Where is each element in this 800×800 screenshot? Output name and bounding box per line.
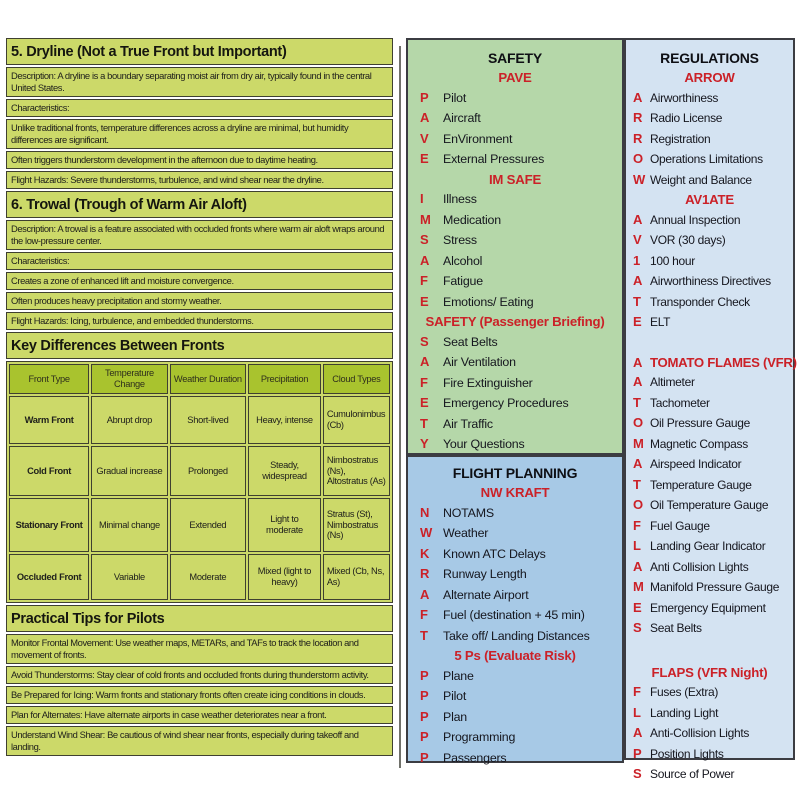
mnemonic-letter: W: [420, 525, 433, 540]
mnemonic-section: [626, 190, 793, 333]
mnemonic-item: [408, 523, 622, 544]
mnemonic-item: [626, 723, 793, 744]
mnemonic-item-label: Altimeter: [650, 375, 695, 389]
mnemonic-item: [408, 230, 622, 251]
mnemonic-item: [626, 703, 793, 724]
mnemonic-item-label: Landing Light: [650, 705, 719, 720]
mnemonic-letter: O: [633, 151, 644, 166]
mnemonic-item-label: Seat Belts: [443, 334, 498, 349]
regulations-panel: [624, 38, 797, 781]
section-header: Practical Tips for Pilots: [6, 605, 393, 632]
mnemonic-letter: S: [420, 333, 429, 349]
mnemonic-letter: F: [420, 273, 428, 288]
mnemonic-letter: P: [633, 745, 642, 761]
section-header: 5. Dryline (Not a True Front but Important): [6, 38, 393, 65]
mnemonic-section: [408, 483, 622, 646]
safety-panel: [406, 38, 624, 455]
mnemonic-section: [626, 663, 793, 785]
mnemonic-item-label: Landing Gear Indicator: [650, 539, 766, 553]
mnemonic-item: [408, 585, 622, 606]
column-header: Precipitation: [248, 364, 321, 394]
mnemonic-item-label: Radio License: [650, 111, 723, 125]
mnemonic-letter: A: [420, 252, 430, 268]
mnemonic-letter: T: [633, 293, 641, 309]
table-cell: Nimbostratus (Ns), Altostratus (As): [323, 446, 390, 496]
mnemonic-item-label: Weight and Balance: [650, 172, 752, 187]
mnemonic-item-label: Plan: [443, 709, 467, 724]
mnemonic-item-label: Programming: [443, 730, 516, 744]
mnemonic-item: [408, 149, 622, 170]
info-row: Plan for Alternates: Have alternate airports in case weather deteriorates near a front.: [6, 706, 393, 724]
mnemonic-item-label: 100 hour: [650, 253, 695, 268]
table-cell: Cold Front: [9, 446, 89, 496]
mnemonic-item-label: Passengers: [443, 750, 507, 765]
mnemonic-letter: F: [633, 517, 641, 533]
table-cell: Gradual increase: [91, 446, 167, 496]
column-header: Front Type: [9, 364, 89, 394]
mnemonic-item: [626, 230, 793, 251]
table-cell: Cumulonimbus (Cb): [323, 396, 390, 444]
mnemonic-letter: A: [633, 558, 643, 574]
table-row: [9, 498, 390, 552]
mnemonic-section: [626, 68, 793, 190]
fronts-comparison-table: [6, 361, 393, 603]
table-cell: Prolonged: [170, 446, 246, 496]
mnemonic-item-label: Position Lights: [650, 746, 724, 761]
mnemonic-item: [408, 503, 622, 524]
mnemonic-item: [408, 189, 622, 210]
mnemonic-item: [408, 393, 622, 414]
mnemonic-letter: V: [633, 232, 642, 247]
weather-fronts-panel: [6, 38, 393, 758]
mnemonic-letter: T: [420, 627, 428, 643]
mnemonic-item-label: Temperature Gauge: [650, 477, 752, 492]
section-header: Key Differences Between Fronts: [6, 332, 393, 359]
column-divider: [399, 46, 401, 768]
table-row: [9, 554, 390, 600]
table-cell: Stratus (St), Nimbostratus (Ns): [323, 498, 390, 552]
mnemonic-letter: R: [633, 130, 643, 146]
mnemonic-letter: L: [633, 538, 641, 553]
mnemonic-item-label: Source of Power: [650, 767, 735, 781]
info-row: Flight Hazards: Severe thunderstorms, turbulence, and wind shear near the dryline.: [6, 171, 393, 189]
table-cell: Occluded Front: [9, 554, 89, 600]
mnemonic-item-label: Seat Belts: [650, 621, 702, 635]
mnemonic-item-label: Annual Inspection: [650, 212, 741, 227]
mnemonic-item-label: Alternate Airport: [443, 587, 529, 602]
info-row: Often produces heavy precipitation and stormy weather.: [6, 292, 393, 310]
mnemonic-heading: ARROW: [684, 70, 735, 85]
mnemonic-item-label: Air Traffic: [443, 416, 493, 431]
mnemonic-item-label: Illness: [443, 192, 477, 206]
mnemonic-item-label: Weather: [443, 526, 489, 540]
mnemonic-letter: M: [633, 579, 644, 594]
mnemonic-section: [408, 170, 622, 313]
mnemonic-item: [408, 686, 622, 707]
mnemonic-item-label: Manifold Pressure Gauge: [650, 580, 780, 594]
mnemonic-item: [626, 108, 793, 129]
mnemonic-item: [408, 666, 622, 687]
mnemonic-letter: T: [633, 476, 641, 492]
mnemonic-item: [626, 88, 793, 109]
mnemonic-item-label: Tachometer: [650, 395, 710, 410]
mnemonic-section: [626, 353, 797, 639]
mnemonic-letter: A: [633, 211, 643, 227]
mnemonic-item-label: Fire Extinguisher: [443, 375, 533, 390]
mnemonic-item: [408, 332, 622, 353]
mnemonic-item-label: Emergency Procedures: [443, 396, 569, 410]
info-row: Creates a zone of enhanced lift and moisture convergence.: [6, 272, 393, 290]
mnemonic-letter: A: [633, 374, 643, 389]
mnemonic-item: [626, 292, 793, 313]
mnemonic-letter: P: [420, 667, 429, 683]
mnemonic-letter: M: [420, 211, 431, 227]
mnemonic-item-label: Airworthiness: [650, 90, 719, 105]
mnemonic-item: [408, 605, 622, 626]
panel-title: SAFETY: [487, 50, 543, 66]
table-cell: Stationary Front: [9, 498, 89, 552]
column-header: Cloud Types: [323, 364, 390, 394]
mnemonic-letter: O: [633, 497, 644, 512]
mnemonic-item-label: Medication: [443, 212, 501, 227]
mnemonic-letter: A: [633, 273, 643, 288]
mnemonic-item: [408, 414, 622, 435]
table-cell: Short-lived: [170, 396, 246, 444]
mnemonic-item: [626, 495, 793, 516]
mnemonic-letter: Y: [420, 436, 429, 451]
table-header-row: [9, 364, 390, 394]
mnemonic-section: [408, 68, 622, 170]
mnemonic-item-label: Runway Length: [443, 567, 527, 581]
mnemonic-section: [408, 646, 622, 768]
mnemonic-section: [408, 312, 622, 455]
mnemonic-item-label: Take off/ Landing Distances: [443, 628, 590, 643]
mnemonic-item: [626, 129, 793, 150]
mnemonic-item: [408, 271, 622, 292]
mnemonic-item-label: Airspeed Indicator: [650, 457, 742, 471]
section-header: 6. Trowal (Trough of Warm Air Aloft): [6, 191, 393, 218]
info-row: Unlike traditional fronts, temperature differences across a dryline are minimal, but humidity differences are significant.: [6, 119, 393, 149]
mnemonic-item: [626, 210, 793, 231]
mnemonic-item: [408, 626, 622, 647]
mnemonic-letter: A: [633, 456, 643, 471]
mnemonic-item-label: Known ATC Delays: [443, 546, 546, 561]
mnemonic-item-label: Alcohol: [443, 253, 483, 268]
mnemonic-heading: FLAPS (VFR Night): [651, 664, 768, 680]
table-row: [9, 396, 390, 444]
mnemonic-item-label: External Pressures: [443, 152, 545, 166]
mnemonic-item: [408, 434, 622, 455]
mnemonic-letter: E: [633, 314, 642, 329]
mnemonic-letter: P: [420, 688, 429, 703]
mnemonic-letter: A: [420, 110, 430, 125]
column-header: Temperature Change: [91, 364, 167, 394]
table-cell: Extended: [170, 498, 246, 552]
mnemonic-item: [626, 393, 793, 414]
mnemonic-item-label: Fuel Gauge: [650, 518, 710, 533]
mnemonic-item-label: Transponder Check: [650, 294, 750, 309]
mnemonic-letter: 1: [633, 252, 641, 268]
mnemonic-item-label: Oil Pressure Gauge: [650, 416, 750, 430]
mnemonic-item-label: Aircraft: [443, 111, 481, 125]
mnemonic-item: [408, 727, 622, 748]
mnemonic-letter: N: [420, 504, 430, 520]
mnemonic-letter: E: [633, 599, 642, 615]
mnemonic-item: [626, 516, 793, 537]
mnemonic-letter: E: [420, 395, 429, 410]
mnemonic-item-label: Plane: [443, 668, 474, 683]
table-cell: Mixed (light to heavy): [248, 554, 321, 600]
table-cell: Steady, widespread: [248, 446, 321, 496]
mnemonic-heading: 5 Ps (Evaluate Risk): [454, 648, 576, 663]
mnemonic-letter: P: [420, 729, 429, 744]
mnemonic-item: [626, 577, 793, 598]
mnemonic-item-label: Anti-Collision Lights: [650, 726, 750, 740]
table-cell: Warm Front: [9, 396, 89, 444]
table-row: [9, 446, 390, 496]
mnemonic-item: [408, 88, 622, 109]
table-cell: Mixed (Cb, Ns, As): [323, 554, 390, 600]
mnemonic-item: [626, 149, 793, 170]
mnemonic-item: [408, 352, 622, 373]
mnemonic-item-label: Fuses (Extra): [650, 685, 719, 699]
mnemonic-item: [626, 170, 793, 191]
mnemonic-item-label: Airworthiness Directives: [650, 274, 771, 288]
mnemonic-letter: A: [420, 354, 430, 369]
mnemonic-item: [626, 251, 793, 272]
mnemonic-heading: SAFETY (Passenger Briefing): [425, 314, 605, 329]
info-row: Avoid Thunderstorms: Stay clear of cold fronts and occluded fronts during thunderstorm activity.: [6, 666, 393, 684]
mnemonic-item-label: Pilot: [443, 689, 467, 703]
panel-title: FLIGHT PLANNING: [452, 465, 578, 481]
mnemonic-item: [626, 372, 793, 393]
mnemonic-item: [626, 434, 793, 455]
mnemonic-item: [626, 454, 793, 475]
mnemonic-item: [626, 682, 793, 703]
mnemonic-letter: F: [633, 684, 641, 699]
mnemonic-item-label: Magnetic Compass: [650, 436, 748, 451]
mnemonic-item: [408, 108, 622, 129]
mnemonic-letter: E: [420, 151, 429, 166]
panel-title: REGULATIONS: [660, 50, 759, 66]
mnemonic-letter: T: [633, 394, 641, 410]
mnemonic-item: [408, 544, 622, 565]
mnemonic-item: [626, 536, 793, 557]
mnemonic-letter: S: [633, 620, 642, 635]
info-row: Monitor Frontal Movement: Use weather maps, METARs, and TAFs to track the location and movement of fronts.: [6, 634, 393, 664]
mnemonic-letter: E: [420, 293, 429, 309]
mnemonic-letter: V: [420, 130, 429, 146]
info-row: Characteristics:: [6, 252, 393, 270]
mnemonic-heading: NW KRAFT: [480, 485, 550, 500]
info-row: Description: A dryline is a boundary separating moist air from dry air, typically found in the central United States.: [6, 67, 393, 97]
mnemonic-letter: A: [633, 89, 643, 105]
info-row: Often triggers thunderstorm development in the afternoon due to daytime heating.: [6, 151, 393, 169]
mnemonic-item: [626, 413, 793, 434]
mnemonic-letter: K: [420, 545, 430, 561]
mnemonic-letter: T: [420, 415, 428, 431]
mnemonic-heading-label: TOMATO FLAMES (VFR): [650, 354, 797, 370]
table-cell: Moderate: [170, 554, 246, 600]
mnemonic-letter: A: [633, 725, 643, 740]
mnemonic-item-label: Anti Collision Lights: [650, 559, 749, 574]
mnemonic-item-label: ELT: [650, 315, 671, 329]
mnemonic-item-label: Operations Limitations: [650, 152, 763, 166]
mnemonic-item-label: Fatigue: [443, 274, 483, 288]
mnemonic-letter: A: [420, 586, 430, 602]
table-cell: Variable: [91, 554, 167, 600]
mnemonic-item: [626, 598, 793, 619]
mnemonic-letter: W: [633, 171, 646, 187]
mnemonic-letter: R: [420, 566, 430, 581]
mnemonic-item: [626, 475, 793, 496]
mnemonic-heading-letter: A: [633, 354, 643, 370]
mnemonic-letter: F: [420, 374, 428, 390]
table-cell: Heavy, intense: [248, 396, 321, 444]
mnemonic-item: [626, 557, 793, 578]
mnemonic-letter: L: [633, 704, 641, 720]
mnemonic-item: [626, 618, 793, 639]
mnemonic-item: [408, 748, 622, 769]
info-row: Characteristics:: [6, 99, 393, 117]
mnemonic-heading: [626, 353, 797, 373]
mnemonic-item-label: Fuel (destination + 45 min): [443, 608, 585, 622]
mnemonic-letter: M: [633, 435, 644, 451]
mnemonic-item: [408, 564, 622, 585]
mnemonic-item-label: Pilot: [443, 90, 467, 105]
mnemonic-item-label: Air Ventilation: [443, 355, 516, 369]
mnemonic-item: [408, 251, 622, 272]
mnemonic-item: [626, 744, 793, 765]
mnemonic-item: [408, 373, 622, 394]
mnemonic-letter: P: [420, 89, 429, 105]
mnemonic-item-label: Emotions/ Eating: [443, 294, 534, 309]
mnemonic-item-label: Oil Temperature Gauge: [650, 498, 769, 512]
info-row: Description: A trowal is a feature associated with occluded fronts where warm air aloft wraps around the low-pressure center.: [6, 220, 393, 250]
mnemonic-heading: IM SAFE: [488, 171, 542, 187]
mnemonic-item-label: Your Questions: [443, 437, 525, 451]
mnemonic-letter: P: [420, 708, 429, 724]
mnemonic-letter: S: [420, 232, 429, 247]
mnemonic-item-label: Stress: [443, 233, 477, 247]
mnemonic-heading: AV1ATE: [685, 192, 734, 207]
mnemonic-item: [408, 210, 622, 231]
mnemonic-item-label: Registration: [650, 131, 711, 146]
mnemonic-item: [626, 764, 793, 785]
mnemonic-item-label: EnVironment: [443, 131, 513, 146]
mnemonic-letter: R: [633, 110, 643, 125]
mnemonic-item: [626, 312, 793, 333]
mnemonic-item: [408, 707, 622, 728]
flight-planning-panel: [406, 455, 624, 763]
table-cell: Abrupt drop: [91, 396, 167, 444]
mnemonic-item-label: NOTAMS: [443, 505, 494, 520]
column-header: Weather Duration: [170, 364, 246, 394]
mnemonic-letter: O: [633, 415, 644, 430]
table-cell: Minimal change: [91, 498, 167, 552]
info-row: Understand Wind Shear: Be cautious of wind shear near fronts, especially during takeoff and landing.: [6, 726, 393, 756]
mnemonic-letter: F: [420, 607, 428, 622]
mnemonic-letter: I: [420, 191, 424, 206]
mnemonic-letter: P: [420, 749, 429, 765]
table-cell: Light to moderate: [248, 498, 321, 552]
info-row: Be Prepared for Icing: Warm fronts and stationary fronts often create icing conditions in clouds.: [6, 686, 393, 704]
mnemonic-item: [408, 129, 622, 150]
mnemonic-item: [408, 292, 622, 313]
mnemonic-heading: PAVE: [498, 70, 532, 85]
mnemonic-letter: S: [633, 766, 642, 781]
mnemonic-item: [626, 271, 793, 292]
mnemonic-item-label: VOR (30 days): [650, 233, 726, 247]
info-row: Flight Hazards: Icing, turbulence, and embedded thunderstorms.: [6, 312, 393, 330]
mnemonic-item-label: Emergency Equipment: [650, 600, 766, 615]
